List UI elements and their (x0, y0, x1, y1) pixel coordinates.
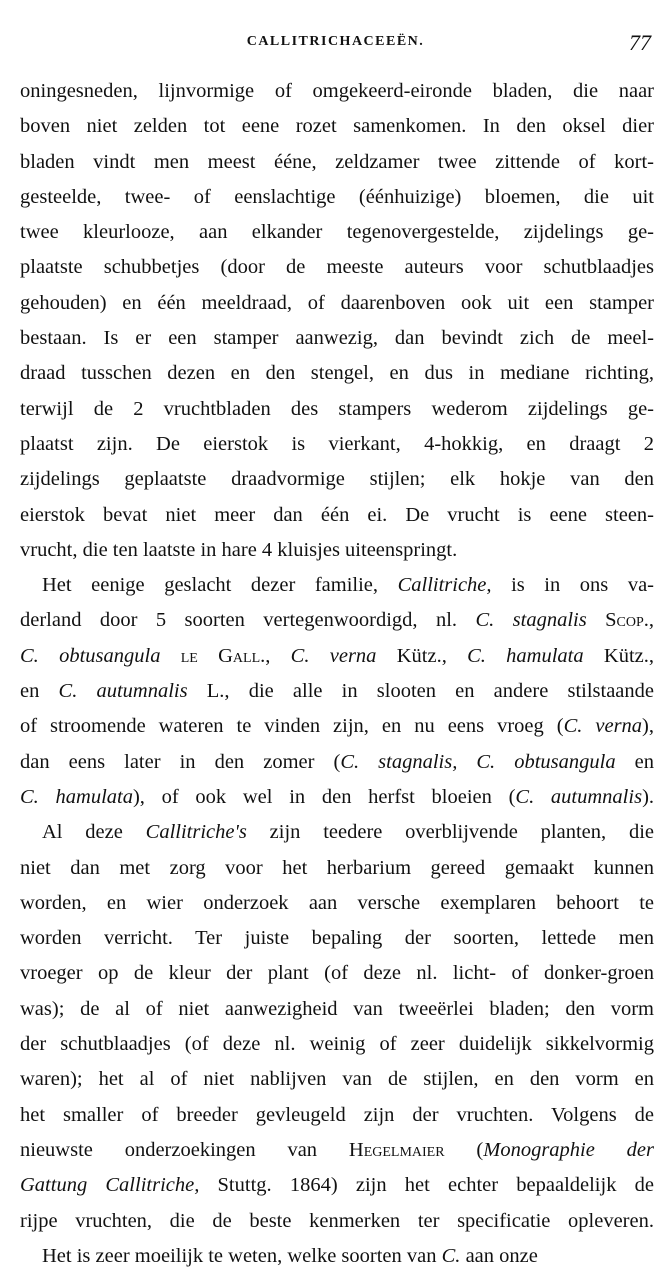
text-line (20, 356, 654, 391)
text-line (20, 886, 654, 921)
text-segment: waren); het al of niet nablijven van de stijlen, en den vorm en (20, 1068, 654, 1091)
italic-text: C. (441, 1244, 461, 1267)
text-line (20, 392, 654, 427)
text-segment (587, 609, 605, 631)
running-title: CALLITRICHACEEËN. (246, 34, 425, 49)
text-segment: bladen vindt men meest éénе, zeldzamer twee zittende of kort- (20, 150, 654, 173)
italic-text: C. hamulata (20, 785, 133, 808)
text-line (20, 427, 654, 462)
text-segment: zijn teedere overblijvende planten, die (246, 821, 654, 844)
text-segment: , (265, 644, 291, 667)
text-line (20, 921, 654, 956)
page-number: 77 (629, 30, 651, 55)
text-segment: twee kleurlooze, aan elkander tegenovergestelde, zijdelings ge- (20, 221, 654, 244)
text-line (20, 1098, 654, 1133)
text-line (20, 568, 654, 603)
text-segment: Stuttg. 1864) zijn het echter bepaaldelijk de (199, 1174, 654, 1197)
text-line (20, 1133, 654, 1168)
italic-text: Callitriche's (145, 821, 247, 844)
text-line (20, 1168, 654, 1203)
italic-text: C. verna (563, 715, 643, 738)
text-segment: vrucht, die ten laatste in hare 4 kluisjes uiteenspringt. (20, 538, 458, 561)
text-line (20, 180, 654, 215)
text-segment: is in ons va- (491, 574, 654, 597)
text-line (20, 286, 654, 321)
italic-text: Gattung Callitriche, (20, 1174, 200, 1197)
text-segment: worden, en wier onderzoek aan versche exemplaren behoort te (20, 891, 654, 914)
text-segment: boven niet zelden tot eene rozet samenkomen. In den oksel dier (20, 115, 654, 138)
text-line (20, 992, 654, 1027)
italic-text: C. hamulata (467, 644, 584, 667)
text-line (20, 321, 654, 356)
text-segment: worden verricht. Ter juiste bepaling der soorten, lettede men (20, 927, 654, 950)
text-segment: eierstok bevat niet meer dan één ei. De vrucht is eene steen- (20, 503, 654, 526)
text-segment: draad tusschen dezen en den stengel, en dus in mediane richting, (20, 362, 654, 385)
text-line (20, 145, 654, 180)
text-segment: L., die alle in slooten en andere stilstaande (187, 680, 654, 703)
text-line (20, 709, 654, 744)
text-segment: ( (444, 1138, 484, 1161)
text-segment: het smaller of breeder gevleugeld zijn der vruchten. Volgens de (20, 1103, 654, 1126)
text-segment: zijdelings geplaatste draadvormige stijlen; elk hokje van den (20, 468, 654, 491)
running-head (20, 30, 651, 60)
text-segment: gesteelde, twee- of eenslachtige (éénhuizige) bloemen, die uit (20, 185, 654, 208)
text-line (20, 498, 654, 533)
text-segment: aan onze (460, 1244, 538, 1267)
text-segment: der schutblaadjes (of deze nl. weinig of zeer duidelijk sikkelvormig (20, 1033, 654, 1056)
text-segment: ), (642, 715, 654, 738)
text-line (20, 603, 654, 638)
text-line (20, 851, 654, 886)
text-segment: ). (642, 785, 654, 808)
text-segment: rijpe vruchten, die de beste kenmerken ter specificatie opleveren. (20, 1209, 654, 1232)
text-segment: Al deze (42, 821, 146, 844)
text-line (20, 745, 654, 780)
text-line (20, 1027, 654, 1062)
text-segment: en (20, 680, 59, 703)
text-segment: gehouden) en één meeldraad, of daarenboven ook uit een stamper (20, 291, 654, 314)
text-line (20, 956, 654, 991)
text-line (20, 533, 654, 568)
italic-text: C. verna (290, 644, 377, 667)
text-segment: Kütz., (583, 644, 654, 667)
text-segment: nieuwste onderzoekingen van (20, 1138, 349, 1161)
text-segment: plaatst zijn. De eierstok is vierkant, 4-hokkig, en draagt 2 (20, 432, 654, 455)
text-segment: was); de al of niet aanwezigheid van tweeërlei bladen; den vorm (20, 997, 654, 1020)
text-segment: plaatste schubbetjes (door de meeste auteurs voor schutblaadjes (20, 256, 654, 279)
text-segment: of stroomende wateren te vinden zijn, en nu eens vroeg ( (20, 715, 564, 738)
text-segment: Kütz., (376, 644, 468, 667)
text-segment: dan eens later in den zomer ( (20, 750, 341, 773)
text-segment: en (615, 750, 654, 773)
text-line (20, 462, 654, 497)
text-line (20, 1062, 654, 1097)
text-segment: , (648, 609, 654, 632)
italic-text: C. autumnalis (515, 785, 643, 808)
small-caps-text: Hegelmaier (348, 1138, 445, 1161)
text-segment: Het eenige geslacht dezer familie, (42, 574, 398, 597)
text-segment: oningesneden, lijnvormige of omgekeerd-eironde bladen, die naar (20, 80, 654, 102)
text-line (20, 1204, 654, 1239)
text-line (20, 815, 654, 850)
text-segment (160, 645, 180, 667)
italic-text: C. stagnalis, C. obtusangula (340, 750, 616, 773)
italic-text: C. stagnalis (475, 609, 587, 632)
text-segment: bestaan. Is er een stamper aanwezig, dan bevindt zich de meel- (20, 327, 654, 350)
italic-text: C. autumnalis (58, 680, 188, 703)
body-text (20, 74, 654, 1274)
small-caps-text: Scop. (605, 609, 649, 632)
text-segment: derland door 5 soorten vertegenwoordigd, nl. (20, 609, 476, 632)
text-segment: vroeger op de kleur der plant (of deze nl. licht- of donker-groen (20, 962, 654, 985)
text-segment: Het is zeer moeilijk te weten, welke soorten van (42, 1244, 442, 1267)
text-line (20, 109, 654, 144)
small-caps-text: le Gall. (180, 644, 266, 667)
italic-text: C. obtusangula (20, 644, 161, 667)
text-line (20, 674, 654, 709)
text-segment: ), of ook wel in den herfst bloeien ( (132, 785, 516, 808)
italic-text: Callitriche, (397, 574, 492, 597)
text-segment: terwijl de 2 vruchtbladen des stampers wederom zijdelings ge- (20, 397, 654, 420)
text-line (20, 780, 654, 815)
italic-text: Monographie der (483, 1138, 654, 1161)
text-line (20, 250, 654, 285)
text-segment: niet dan met zorg voor het herbarium gereed gemaakt kunnen (20, 856, 654, 879)
text-line (20, 215, 654, 250)
text-line (20, 1239, 654, 1274)
text-line (20, 74, 654, 109)
text-line (20, 639, 654, 674)
